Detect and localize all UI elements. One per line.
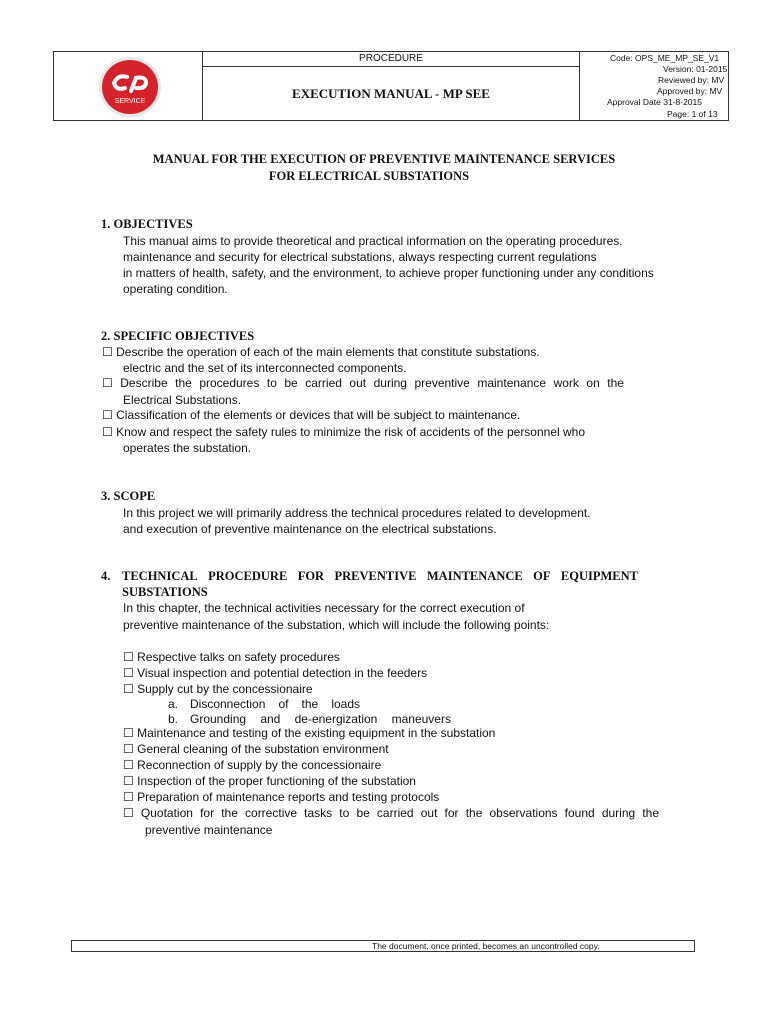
sub-item-marker: a. <box>168 697 179 711</box>
section-2-heading: 2. SPECIFIC OBJECTIVES <box>101 329 255 343</box>
footer-box <box>71 940 695 952</box>
checkbox-bullet-icon: ☐ <box>102 425 113 439</box>
bullet-continuation: Electrical Substations. <box>123 393 242 407</box>
section-3-line: and execution of preventive maintenance on the electrical substations. <box>123 522 497 536</box>
checkbox-bullet-icon: ☐ <box>102 376 113 390</box>
header-table <box>53 51 729 121</box>
section-4-intro: preventive maintenance of the substation, which will include the following points: <box>123 618 550 632</box>
list-item-continuation: preventive maintenance <box>145 823 273 837</box>
logo-text: SERVICE <box>114 98 146 105</box>
footer-note: The document, once printed, becomes an uncontrolled copy. <box>372 941 600 951</box>
doc-version: Version: 01-2015 <box>663 64 728 74</box>
list-item: ☐ Supply cut by the concessionaire <box>123 682 313 696</box>
list-item: ☐ Respective talks on safety procedures <box>123 650 340 664</box>
company-logo <box>98 56 162 118</box>
bullet-text: Know and respect the safety rules to minimize the risk of accidents of the personnel who <box>116 425 586 439</box>
section-4-intro: In this chapter, the technical activities necessary for the correct execution of <box>123 601 525 615</box>
doc-page-number: Page: 1 of 13 <box>667 109 718 119</box>
list-item: ☐ Visual inspection and potential detection in the feeders <box>123 666 428 680</box>
section-3-line: In this project we will primarily address the technical procedures related to development. <box>123 506 591 520</box>
justified-line: TECHNICAL PROCEDURE FOR PREVENTIVE MAINTENANCE OF EQUIPMENT <box>122 569 638 583</box>
list-item: ☐ Maintenance and testing of the existing equipment in the substation <box>123 726 496 740</box>
justified-line: ☐ Describe the procedures to be carried out during preventive maintenance work on the <box>102 376 624 390</box>
logo-cell <box>54 52 203 120</box>
section-4-heading <box>122 569 638 584</box>
bullet-continuation: electric and the set of its interconnected components. <box>123 361 407 375</box>
manual-title-line2: FOR ELECTRICAL SUBSTATIONS <box>268 169 470 183</box>
sub-item <box>190 697 360 711</box>
justified-line: Disconnection of the loads <box>190 697 360 711</box>
section-1-line: maintenance and security for electrical substations, always respecting current regulations <box>123 250 597 264</box>
list-item <box>123 806 659 820</box>
manual-title-line1: MANUAL FOR THE EXECUTION OF PREVENTIVE MAINTENANCE SERVICES <box>152 152 616 166</box>
bullet-item <box>102 376 624 390</box>
section-3-heading: 3. SCOPE <box>101 489 156 503</box>
document-title: EXECUTION MANUAL - MP SEE <box>292 86 490 101</box>
checkbox-bullet-icon: ☐ <box>123 666 134 680</box>
list-item: ☐ Inspection of the proper functioning of the substation <box>123 774 416 788</box>
section-1-line: operating condition. <box>123 282 228 296</box>
procedure-label: PROCEDURE <box>203 52 579 67</box>
section-1-line: in matters of health, safety, and the environment, to achieve proper functioning under any conditions <box>123 266 654 280</box>
doc-approved-by: Approved by: MV <box>657 86 723 96</box>
checkbox-bullet-icon: ☐ <box>123 758 134 772</box>
list-item: ☐ General cleaning of the substation environment <box>123 742 389 756</box>
bullet-item <box>102 408 520 422</box>
checkbox-bullet-icon: ☐ <box>123 682 134 696</box>
section-4-heading-line2: SUBSTATIONS <box>122 585 208 599</box>
justified-line: Grounding and de-energization maneuvers <box>190 712 451 726</box>
bullet-text: Describe the operation of each of the main elements that constitute substations. <box>116 345 540 359</box>
checkbox-bullet-icon: ☐ <box>123 726 134 740</box>
doc-code: Code: OPS_ME_MP_SE_V1 <box>610 53 720 63</box>
checkbox-bullet-icon: ☐ <box>102 408 113 422</box>
bullet-continuation: operates the substation. <box>123 441 252 455</box>
bullet-item <box>102 345 540 359</box>
doc-approval-date: Approval Date 31-8-2015 <box>607 97 702 107</box>
justified-line: ☐ Quotation for the corrective tasks to be carried out for the observations found during the <box>123 806 659 820</box>
sub-item-marker: b. <box>168 712 179 726</box>
checkbox-bullet-icon: ☐ <box>123 742 134 756</box>
checkbox-bullet-icon: ☐ <box>123 806 134 820</box>
checkbox-bullet-icon: ☐ <box>123 774 134 788</box>
title-cell <box>203 52 580 120</box>
checkbox-bullet-icon: ☐ <box>102 345 113 359</box>
doc-reviewed-by: Reviewed by: MV <box>658 75 725 85</box>
section-4-number: 4. <box>101 569 111 583</box>
list-item: ☐ Preparation of maintenance reports and testing protocols <box>123 790 440 804</box>
section-1-line: This manual aims to provide theoretical and practical information on the operating procedures. <box>123 234 623 248</box>
checkbox-bullet-icon: ☐ <box>123 650 134 664</box>
bullet-item <box>102 425 585 439</box>
list-item: ☐ Reconnection of supply by the concessionaire <box>123 758 382 772</box>
sub-item <box>190 712 451 726</box>
document-control-cell <box>580 52 728 120</box>
checkbox-bullet-icon: ☐ <box>123 790 134 804</box>
section-1-heading: 1. OBJECTIVES <box>101 217 193 231</box>
bullet-text: Classification of the elements or devices that will be subject to maintenance. <box>116 408 521 422</box>
